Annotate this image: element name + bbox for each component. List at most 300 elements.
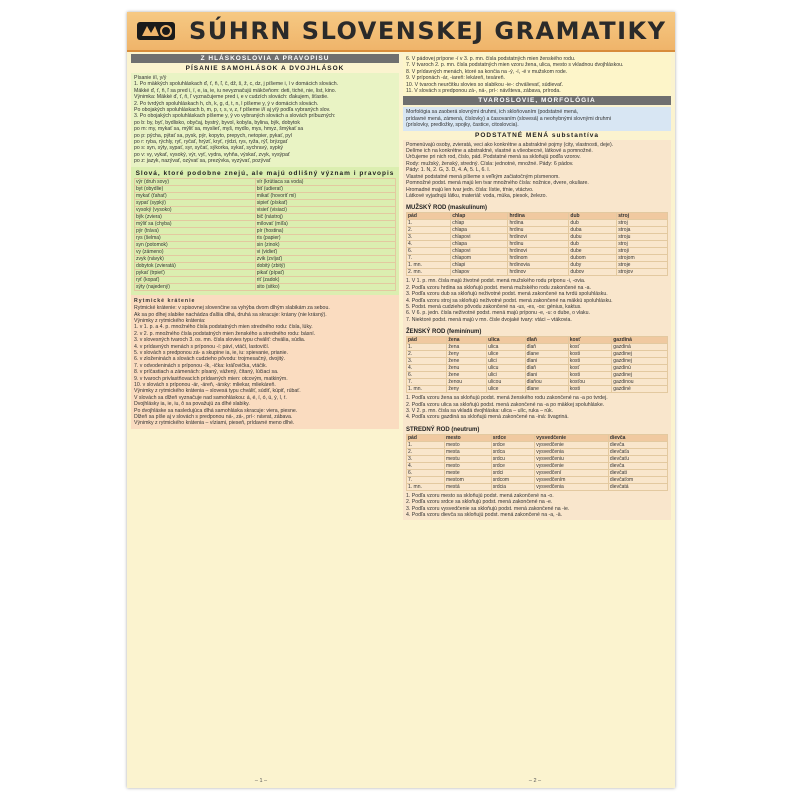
table-cell: hrdina [508, 220, 569, 227]
table-row [135, 276, 396, 283]
neuter-label: STREDNÝ ROD (neutrum) [406, 426, 480, 433]
page-number-left: – 1 – [254, 778, 268, 784]
table-row [135, 283, 396, 290]
rule-line: Výnimky z rytmického krátenia – víziami, pieseň, prídavné meno dlhé. [134, 420, 295, 427]
table-cell: 6. [407, 469, 445, 476]
table-cell: 4. [407, 462, 445, 469]
column-header: stroj [617, 213, 668, 220]
table-cell: sin (zinok) [255, 241, 395, 248]
table-cell: 1. [407, 220, 451, 227]
rule-line: 7. v odvodeninách s príponou -ík, -ička: kráľovička, vtáčik. [134, 362, 267, 369]
table-row [135, 255, 396, 262]
table-cell: 2. [407, 351, 447, 358]
table-cell: dobitý (zbitý) [255, 262, 395, 269]
table-row [407, 227, 668, 234]
note-line: 1. Podľa vzoru mesto sa skloňujú podst. mená zakončené na -o. [406, 492, 554, 499]
rule-line: Písanie i/í, y/ý [134, 75, 167, 81]
rule-line: Rytmické krátenie: v spisovnej slovenčine sa vyhýba dvom dlhým slabikám za sebou. [134, 305, 330, 312]
table-cell: 3. [407, 234, 451, 241]
table-cell: dobytok (zvieratá) [135, 262, 256, 269]
table-cell: pír (hostina) [255, 227, 395, 234]
table-cell: vy (zámeno) [135, 248, 256, 255]
table-row [135, 234, 396, 241]
table-cell: pykať (trpieť) [135, 269, 256, 276]
table-row [407, 476, 668, 483]
table-cell: 2. [407, 227, 451, 234]
spelling-rules-block [131, 73, 399, 167]
table-cell: vysvedčenia [535, 483, 609, 490]
rule-line: Mäkké ď, ť, ň, ľ sa pred i, í, e, ia, ie, iu nevyznačujú mäkčeňom: deti, tiché, nie, list, kino. [134, 87, 337, 94]
table-row [407, 234, 668, 241]
note-line: 7. Niektoré podst. mená majú v mn. čísle dvojaké tvary: vtáci – vtákovia. [406, 316, 572, 323]
table-cell: chlapi [451, 262, 508, 269]
table-row [407, 248, 668, 255]
table-cell: meste [444, 469, 491, 476]
table-row [135, 206, 396, 213]
table-row [407, 365, 668, 372]
note-line: 4. Podľa vzoru gazdiná sa skloňujú mená zakončené na -iná: švagriná. [406, 414, 569, 421]
note-line: 2. Podľa vzoru ulica sa skloňujú podst. mená zakončené na -a po mäkkej spoluhláske. [406, 401, 605, 408]
column-header: pád [407, 213, 451, 220]
table-cell: 6. [407, 248, 451, 255]
rule-line: po p: pýcha, pýtať sa, pysk, pýr, kopyto, prepych, netopier, pykať, pyl [134, 132, 292, 139]
table-cell: ženy [447, 386, 487, 393]
homophones-block [131, 167, 399, 295]
neuter-block [403, 423, 671, 521]
table-cell: dub [569, 220, 617, 227]
table-cell: 4. [407, 365, 447, 372]
nouns-heading: PODSTATNÉ MENÁ substantíva [475, 131, 599, 139]
table-row [407, 379, 668, 386]
rule-line: Určujeme pri nich rod, číslo, pád. Podstatné mená sa skloňujú podľa vzorov. [406, 154, 581, 161]
table-cell: kosti [568, 351, 612, 358]
rule-line: Dĺžeň sa píše aj v slovách s predponou ná-, zá-, prí-: návrat, zábava. [134, 414, 293, 420]
table-cell: chlap [451, 220, 508, 227]
table-cell: dievčatá [608, 483, 667, 490]
masculine-table [406, 212, 668, 276]
rule-line: 9. V príponách -ár, -iareň: lekáreň, tesáreň. [406, 75, 505, 82]
publisher-logo-icon [135, 18, 177, 44]
note-line: 1. Podľa vzoru žena sa skloňujú podst. mená ženského rodu zakončené na -a po tvrdej. [406, 395, 608, 402]
table-cell: strojov [617, 269, 668, 276]
table-cell: biť (udierať) [255, 185, 395, 192]
table-cell: ris (papier) [255, 234, 395, 241]
table-cell: rys (šelma) [135, 234, 256, 241]
table-row [407, 455, 668, 462]
rule-line: 6. v zloženinách a slovách cudzieho pôvodu: trojmesačný, dvojitý. [134, 356, 286, 363]
column-header: ulica [487, 337, 525, 344]
table-cell: kosti [568, 386, 612, 393]
page-title: SÚHRN SLOVENSKEJ GRAMATIKY [189, 17, 667, 45]
table-cell: chlapa [451, 227, 508, 234]
grammar-sheet [127, 12, 675, 788]
rule-line: Pomnožné podst. mená majú len tvar množného čísla: nožnice, dvere, okuliare. [406, 180, 589, 187]
table-cell: gazdinej [612, 372, 668, 379]
table-cell: riť (zadok) [255, 276, 395, 283]
long-vowel-rules-block [403, 54, 671, 96]
table-cell: ulicu [487, 365, 525, 372]
table-cell: dlaň [525, 344, 568, 351]
table-cell: 2. mn. [407, 269, 451, 276]
rule-line: Výnimky z rytmického krátenia – slovesá typu chváliť, súdiť, kúpiť, rúbať. [134, 388, 301, 395]
rule-line: po m: my, mykať sa, mýliť sa, myslieť, myš, mydlo, mys, hmyz, šmýkať sa [134, 126, 304, 133]
table-cell: sipieť (pískať) [255, 199, 395, 206]
rule-line: po s: syn, sýty, sypať, syr, syčať, sýkorka, sykať, sychravý, sypký [134, 145, 284, 152]
table-cell: mykať (ťahať) [135, 192, 256, 199]
table-cell: žena [447, 344, 487, 351]
table-row [407, 483, 668, 490]
rule-line: 8. V prídavných menách, ktoré sa končia na -ý, -í, -é v mužskom rode. [406, 68, 568, 75]
note-line: 1. V 1. p. mn. čísla majú životné podst. mená mužského rodu príponu -i, -ovia. [406, 278, 586, 285]
table-cell: 7. [407, 379, 447, 386]
table-cell: gazdinej [612, 358, 668, 365]
table-cell: srdce [491, 462, 535, 469]
title-bar [127, 12, 675, 52]
rhythmic-shortening-block [131, 295, 399, 429]
column-header: pád [407, 337, 447, 344]
table-cell: dubov [569, 269, 617, 276]
table-cell: hrdinov [508, 269, 569, 276]
rule-line: 10. V tvaroch neurčitku slovies so slabikou -ie-: chválievať, súdievať. [406, 81, 564, 88]
table-row [135, 213, 396, 220]
table-cell: duba [569, 227, 617, 234]
note-line: 2. Podľa vzoru srdce sa skloňujú podst. mená zakončené na -e. [406, 499, 553, 506]
table-cell: stroji [617, 248, 668, 255]
table-row [407, 344, 668, 351]
column-header: dub [569, 213, 617, 220]
table-cell: 1. [407, 441, 445, 448]
table-row [407, 441, 668, 448]
table-cell: bič (nástroj) [255, 213, 395, 220]
table-cell: ulicou [487, 379, 525, 386]
table-row [135, 248, 396, 255]
note-line: 3. Podľa vzoru vysvedčenie sa skloňujú podst. mená zakončené na -ie. [406, 505, 570, 512]
homophones-table [134, 178, 396, 291]
table-cell: stroju [617, 234, 668, 241]
table-row [135, 178, 396, 185]
table-cell: vysvedčenia [535, 448, 609, 455]
table-cell: býk (zviera) [135, 213, 256, 220]
table-row [407, 462, 668, 469]
table-cell: dlaň [525, 365, 568, 372]
rule-line: Po dvojhláske sa nasledujúca dlhá samohláska skracuje: viera, piesne. [134, 407, 298, 414]
table-cell: visieť (visiaci) [255, 206, 395, 213]
column-header: žena [447, 337, 487, 344]
column-header: dievča [608, 434, 667, 441]
rule-line: Vlastné podstatné mená píšeme s veľkým začiatočným písmenom. [406, 173, 560, 180]
column-header: gazdiná [612, 337, 668, 344]
column-header: dlaň [525, 337, 568, 344]
rule-line: Dvojhlásky ia, ie, iu, ô sa považujú za dlhé slabiky. [134, 401, 250, 408]
table-cell: sýty (najedený) [135, 283, 256, 290]
table-cell: zvik (zvíjať) [255, 255, 395, 262]
table-header-row [407, 213, 668, 220]
rule-line: 6. V pádovej prípone -í v 3. p. mn. čísla podstatných mien ženského rodu. [406, 56, 576, 62]
table-cell: chlapom [451, 255, 508, 262]
rule-line: 10. v slovách s príponou -ár, -áreň, -ársky: mliekar, mliekáreň. [134, 381, 276, 388]
rule-line: po b: by, byť, bydlisko, obyčaj, bystrý, byvol, kobyla, bylina, býk, dobytok [134, 119, 300, 126]
table-cell: mýliť sa (chyba) [135, 220, 256, 227]
table-cell: srdcia [491, 483, 535, 490]
table-row [135, 241, 396, 248]
table-cell: ulice [487, 351, 525, 358]
neuter-table [406, 434, 668, 491]
table-cell: dievčaťu [608, 455, 667, 462]
table-cell: dievča [608, 462, 667, 469]
rule-line: 1. v 1. p. a 4. p. množného čísla podstatných mien stredného rodu: čísla, lúky. [134, 324, 313, 331]
rule-line: Delíme ich na konkrétne a abstraktné, vlastné a všeobecné, látkové a pomnožné. [406, 148, 593, 155]
rule-line: po z: jazyk, nazývať, ozývať sa, prezývka, vyzývať, pozývať [134, 158, 271, 165]
table-row [407, 269, 668, 276]
masculine-notes [406, 278, 668, 323]
section-heading-morphology: TVAROSLOVIE, MORFOLÓGIA [403, 96, 671, 105]
table-cell: 7. [407, 476, 445, 483]
table-cell: dlane [525, 351, 568, 358]
table-cell: pýr (tráva) [135, 227, 256, 234]
table-cell: dievčaťa [608, 448, 667, 455]
nouns-intro-block [403, 140, 671, 202]
rule-line: prídavné mená, zámená, číslovky) a časovaním (slovesá) a neohybnými slovnými druhmi [406, 115, 611, 122]
table-cell: kosti [568, 372, 612, 379]
masculine-label: MUŽSKÝ ROD (maskulínum) [406, 205, 488, 212]
rule-line: 11. V slovách s predponou zá-, ná-, prí-: návšteva, zábava, príroda. [406, 88, 561, 95]
table-cell: vysvedčenie [535, 441, 609, 448]
table-row [135, 199, 396, 206]
table-cell: stroja [617, 227, 668, 234]
note-line: 4. Podľa vzoru dievča sa skloňujú podst. mená zakončené na -a, -ä. [406, 512, 563, 518]
table-cell: chlapovi [451, 248, 508, 255]
table-cell: vysvedčeniu [535, 455, 609, 462]
table-cell: 2. [407, 448, 445, 455]
rule-line: Látkové vyjadrujú látku, materiál: voda, múka, piesok, železo. [406, 192, 547, 199]
table-cell: srdcom [491, 476, 535, 483]
table-cell: ženy [447, 351, 487, 358]
table-cell: dub [569, 241, 617, 248]
table-cell: vysvedčení [535, 469, 609, 476]
table-row [407, 351, 668, 358]
neuter-notes [406, 493, 668, 519]
table-cell: dlani [525, 372, 568, 379]
rule-line: Výnimka: Mäkké ď, ť, ň, ľ vyznačujeme pred i, e v cudzích slovách: ďakujem, šťastie. [134, 94, 329, 101]
table-cell: stroje [617, 262, 668, 269]
table-cell: dlane [525, 386, 568, 393]
table-cell: pikať (pípať) [255, 269, 395, 276]
table-cell: mílovať (míľa) [255, 220, 395, 227]
table-row [135, 269, 396, 276]
section-heading-phonology: Z HLÁSKOSLOVIA A PRAVOPISU [131, 54, 399, 63]
table-cell: srdce [491, 441, 535, 448]
rule-line: 8. v príčastiach a zámenách: písaný, vážený, čítaný, lúčiaci sa. [134, 369, 279, 376]
feminine-table [406, 336, 668, 393]
table-row [135, 220, 396, 227]
table-cell: dlaňou [525, 379, 568, 386]
rule-line: V slovách sa dĺžeň vyznačuje nad samohláskou: á, é, í, ó, ú, ý, ĺ, ŕ. [134, 394, 287, 401]
page-number-right: – 2 – [528, 778, 542, 784]
table-cell: dievča [608, 441, 667, 448]
table-row [407, 448, 668, 455]
table-cell: vír (krútiaca sa voda) [255, 178, 395, 185]
note-line: 3. Podľa vzoru dub sa skloňujú neživotné podst. mená zakončené na tvrdú spoluhlásku. [406, 291, 608, 298]
table-cell: kosti [568, 358, 612, 365]
rule-line: po r: ryba, rýchly, ryť, ryčať, hrýzť, kryť, rýdzi, rys, ryža, rýľ, brýzgať [134, 139, 288, 146]
table-cell: kosťou [568, 379, 612, 386]
rhythmic-shortening-heading: Rytmické krátenie [134, 297, 196, 304]
rule-line: Pády: 1. N, 2. G, 3. D, 4. A, 5. L, 6. I. [406, 167, 491, 174]
rule-line: Morfológia sa zaoberá slovnými druhmi, ich skloňovaním (podstatné mená, [406, 109, 579, 116]
table-cell: dube [569, 248, 617, 255]
table-cell: srdci [491, 469, 535, 476]
table-cell: dubu [569, 234, 617, 241]
rule-line: po v: vy, vykať, vysoký, výr, vyť, vydra, vyhňa, výskať, zvyk, vysýpať [134, 151, 290, 158]
rule-line: (príslovky, predložky, spojky, častice, citoslovcia). [406, 122, 519, 129]
table-row [135, 185, 396, 192]
table-cell: dubom [569, 255, 617, 262]
table-cell: ulice [487, 386, 525, 393]
table-cell: mesta [444, 448, 491, 455]
rule-line: 2. Po tvrdých spoluhláskach h, ch, k, g, d, t, n, l píšeme y, ý v domácich slovách. [134, 100, 319, 107]
table-cell: vysvedčenie [535, 462, 609, 469]
table-cell: 1. mn. [407, 386, 447, 393]
table-cell: mikať (hovoriť mi) [255, 192, 395, 199]
homophones-heading: Slová, ktoré podobne znejú, ale majú odlišný význam i pravopis [135, 169, 395, 177]
note-line: 5. Podst. mená cudzieho pôvodu zakončené na -us, -es, -os: génius, kaktus. [406, 303, 582, 310]
table-cell: mestu [444, 455, 491, 462]
table-cell: gazdinej [612, 351, 668, 358]
table-cell: gazdiná [612, 344, 668, 351]
morphology-intro-block [403, 107, 671, 130]
table-cell: hrdinu [508, 241, 569, 248]
table-cell: 1. mn. [407, 262, 451, 269]
table-cell: hrdinovi [508, 234, 569, 241]
table-cell: ulici [487, 358, 525, 365]
column-header: hrdina [508, 213, 569, 220]
table-cell: vysvedčením [535, 476, 609, 483]
table-cell: chlapa [451, 241, 508, 248]
rule-line: Ak sa po dlhej slabike nachádza ďalšia dlhá, druhá sa skracuje: krásny (nie krásný). [134, 311, 327, 318]
column-header: chlap [451, 213, 508, 220]
column-header: srdce [491, 434, 535, 441]
table-row [407, 220, 668, 227]
column-header: mesto [444, 434, 491, 441]
table-cell: chlapov [451, 269, 508, 276]
table-cell: strojom [617, 255, 668, 262]
table-header-row [407, 434, 668, 441]
feminine-notes [406, 395, 668, 421]
note-line: 4. Podľa vzoru stroj sa skloňujú neživotné podst. mená zakončené na mäkkú spoluhlásku. [406, 297, 613, 304]
table-cell: ulici [487, 372, 525, 379]
table-cell: stroj [617, 220, 668, 227]
table-cell: 1. mn. [407, 483, 445, 490]
rhythmic-shortening-lines [134, 305, 396, 427]
table-cell: vysoký (vysoko) [135, 206, 256, 213]
table-cell: kosť [568, 365, 612, 372]
note-line: 3. V 2. p. mn. čísla sa vkladá dvojhláska: ulica – ulíc, ruka – rúk. [406, 407, 554, 414]
rule-line: Výnimky z rytmického krátenia: [134, 317, 206, 324]
feminine-label: ŽENSKÝ ROD (feminínum) [406, 329, 482, 336]
table-row [407, 255, 668, 262]
table-row [407, 372, 668, 379]
table-row [407, 469, 668, 476]
table-cell: 1. [407, 344, 447, 351]
table-cell: 4. [407, 241, 451, 248]
table-cell: hrdinu [508, 227, 569, 234]
table-cell: dievčaťom [608, 476, 667, 483]
table-header-row [407, 337, 668, 344]
rule-line: Hromadné majú len tvar jedn. čísla: lístie, tŕnie, vtáctvo. [406, 186, 534, 193]
table-row [407, 241, 668, 248]
table-cell: žene [447, 372, 487, 379]
rule-line: 9. v tvaroch privlastňovacích prídavných mien: otcovým, matkiným. [134, 375, 288, 382]
table-cell: 7. [407, 255, 451, 262]
table-cell: byt (obydlie) [135, 185, 256, 192]
note-line: 2. Podľa vzoru hrdina sa skloňujú podst. mená mužského rodu zakončené na -a. [406, 284, 591, 291]
rule-line: 4. v prídavných menách s príponou -í: páví, vtáčí, lastovičí. [134, 343, 270, 350]
rule-line: 2. v 2. p. množného čísla podstatných mien ženského a stredného rodu: básní. [134, 330, 316, 337]
table-cell: hrdinovia [508, 262, 569, 269]
table-cell: kosť [568, 344, 612, 351]
rule-line: 3. Po obojakých spoluhláskach píšeme y, ý vo vybraných slovách a slovách príbuzných: [134, 113, 336, 120]
table-row [407, 358, 668, 365]
table-cell: výr (druh sovy) [135, 178, 256, 185]
table-cell: 3. [407, 358, 447, 365]
left-column [131, 54, 399, 774]
table-cell: žene [447, 358, 487, 365]
table-cell: mestá [444, 483, 491, 490]
table-row [135, 227, 396, 234]
table-cell: syn (potomok) [135, 241, 256, 248]
table-cell: mesto [444, 441, 491, 448]
column-header: kosť [568, 337, 612, 344]
column-header: pád [407, 434, 445, 441]
table-cell: srdca [491, 448, 535, 455]
note-line: 6. V 6. p. jedn. čísla neživotné podst. mená majú príponu -e, -u: o dube, o vlaku. [406, 310, 590, 317]
table-row [135, 262, 396, 269]
rule-line: Pomenúvajú osoby, zvieratá, veci ako konkrétne a abstraktné pojmy (city, vlastnosti, deje). [406, 141, 614, 148]
rule-line: 5. v slovách s predponou zá- a skupine ia, ie, iu: spievanie, prianie. [134, 349, 288, 356]
table-cell: 3. [407, 455, 445, 462]
feminine-block [403, 325, 671, 423]
table-cell: mesto [444, 462, 491, 469]
rule-line: Rody: mužský, ženský, stredný. Čísla: jednotné, množné. Pády: 6 pádov. [406, 160, 574, 167]
table-cell: ryť (kopať) [135, 276, 256, 283]
table-cell: vi (vidieť) [255, 248, 395, 255]
table-cell: dlani [525, 358, 568, 365]
table-cell: chlapovi [451, 234, 508, 241]
table-cell: ženou [447, 379, 487, 386]
table-cell: 6. [407, 372, 447, 379]
rule-line: 1. Po mäkkých spoluhláskach ď, ť, ň, ľ, č, dž, š, ž, c, dz, j píšeme i, í v domácich slovách. [134, 81, 339, 88]
masculine-block [403, 201, 671, 325]
rule-line: Po obojakých spoluhláskach b, m, p, r, s, v, z, f píšeme i/í aj y/ý podľa vybraných slov. [134, 107, 331, 114]
right-column [403, 54, 671, 774]
table-cell: mestom [444, 476, 491, 483]
table-cell: hrdinovi [508, 248, 569, 255]
table-cell: gazdinú [612, 365, 668, 372]
table-cell: sypať (sypký) [135, 199, 256, 206]
table-cell: duby [569, 262, 617, 269]
table-row [135, 192, 396, 199]
column-header: vysvedčenie [535, 434, 609, 441]
rule-line: 3. v slovesných tvaroch 3. os. mn. čísla slovies typu chváliť: chvália, súdia. [134, 337, 306, 344]
table-cell: gazdinou [612, 379, 668, 386]
table-cell: sito (sitko) [255, 283, 395, 290]
table-cell: gazdiné [612, 386, 668, 393]
table-cell: dievčati [608, 469, 667, 476]
table-row [407, 262, 668, 269]
table-cell: ženu [447, 365, 487, 372]
table-cell: hrdinom [508, 255, 569, 262]
section-subheading-vowels: PÍSANIE SAMOHLÁSOK A DVOJHLÁSOK [185, 65, 345, 72]
